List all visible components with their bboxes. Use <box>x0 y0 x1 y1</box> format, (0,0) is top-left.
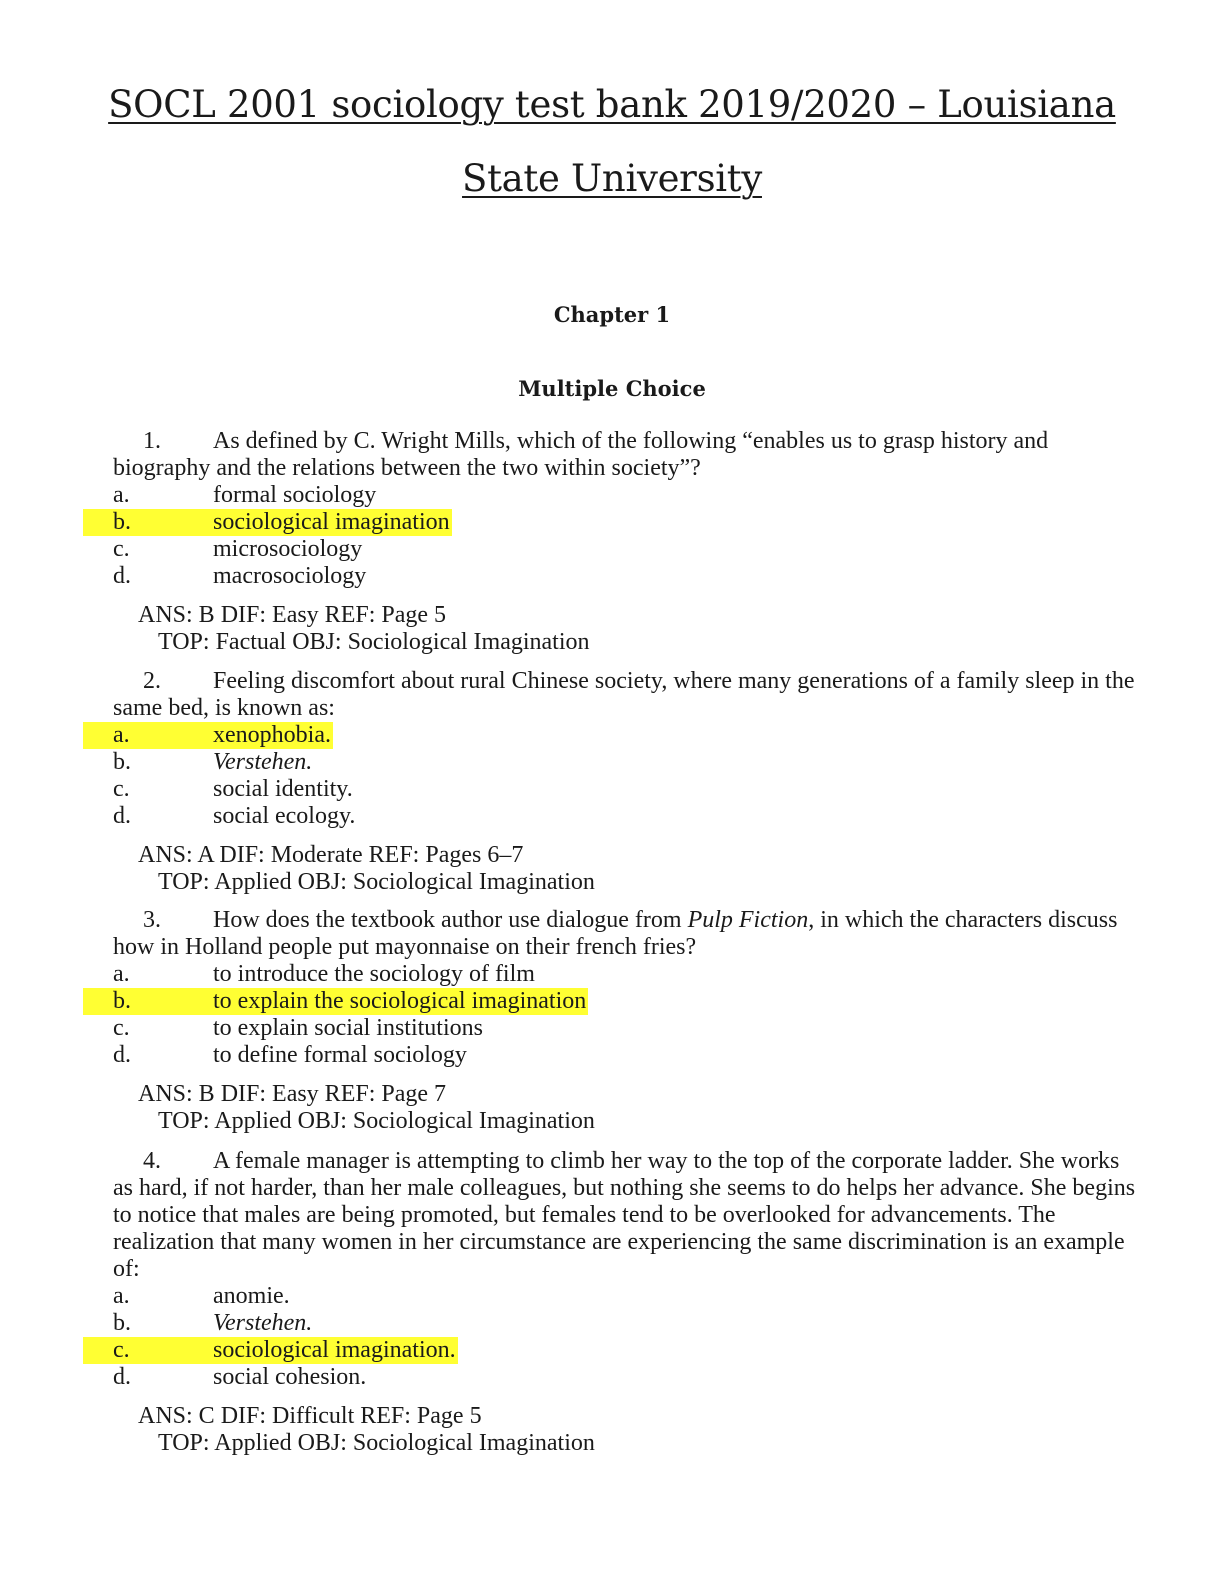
question-stem <box>113 907 1143 961</box>
answer-key-line: ANS: B DIF: Easy REF: Page 7 <box>138 1081 447 1107</box>
option-letter: d. <box>113 1364 131 1390</box>
question-text-continued: , in which the characters discuss how in Holland people put mayonnaise on their french fries? <box>113 907 1118 960</box>
answer-options <box>113 1283 1143 1391</box>
option-text: to explain the sociological imagination <box>213 988 587 1014</box>
answer-option <box>113 509 1143 536</box>
question-text: As defined by C. Wright Mills, which of the following “enables us to grasp history and biography and the relations between the two within society”? <box>113 428 1049 481</box>
answer-option <box>113 536 1143 563</box>
question-number: 1. <box>143 428 161 454</box>
option-letter: d. <box>113 1042 131 1068</box>
question-stem <box>113 668 1143 722</box>
option-text: sociological imagination <box>213 509 450 535</box>
answer-option <box>113 749 1143 776</box>
option-letter: a. <box>113 1283 130 1309</box>
answer-option <box>113 776 1143 803</box>
question-stem <box>113 1148 1143 1283</box>
option-letter: a. <box>113 722 130 748</box>
answer-metadata <box>113 842 1143 896</box>
answer-option <box>113 1283 1143 1310</box>
answer-key-line: ANS: B DIF: Easy REF: Page 5 <box>138 602 447 628</box>
question-3 <box>113 907 1143 1135</box>
option-letter: d. <box>113 563 131 589</box>
answer-key-line: ANS: A DIF: Moderate REF: Pages 6–7 <box>138 842 524 868</box>
answer-option <box>113 1337 1143 1364</box>
question-2 <box>113 668 1143 896</box>
option-text: social cohesion. <box>213 1364 367 1390</box>
question-text: How does the textbook author use dialogue from <box>213 907 688 933</box>
option-text: anomie. <box>213 1283 290 1309</box>
answer-options <box>113 482 1143 590</box>
answer-key-line: ANS: C DIF: Difficult REF: Page 5 <box>138 1403 482 1429</box>
question-number: 2. <box>143 668 161 694</box>
answer-option <box>113 803 1143 830</box>
answer-metadata <box>113 1081 1143 1135</box>
option-letter: a. <box>113 961 130 987</box>
question-text: Feeling discomfort about rural Chinese society, where many generations of a family sleep in the same bed, is known as: <box>113 668 1135 721</box>
answer-metadata <box>113 1403 1143 1457</box>
option-letter: c. <box>113 1015 130 1041</box>
section-heading: Multiple Choice <box>518 376 706 401</box>
answer-option <box>113 1042 1143 1069</box>
option-letter: a. <box>113 482 130 508</box>
topic-objective-line: TOP: Applied OBJ: Sociological Imagination <box>158 869 595 895</box>
answer-option <box>113 563 1143 590</box>
document-title <box>70 68 1154 216</box>
option-text: to introduce the sociology of film <box>213 961 535 987</box>
answer-option <box>113 988 1143 1015</box>
option-text: xenophobia. <box>213 722 331 748</box>
answer-option <box>113 961 1143 988</box>
question-text: A female manager is attempting to climb her way to the top of the corporate ladder. She works as hard, if not harder, than her male colleagues, but nothing she seems to do helps her advance. She begins to notice that males are being promoted, but females tend to be overlooked for advancements. The realization that many women in her circumstance are experiencing the same discrimination is an example of: <box>113 1148 1136 1282</box>
answer-option <box>113 722 1143 749</box>
answer-metadata <box>113 602 1143 656</box>
option-text: Verstehen. <box>213 1310 313 1336</box>
option-text: sociological imagination. <box>213 1337 456 1363</box>
option-letter: c. <box>113 776 130 802</box>
question-1 <box>113 428 1143 656</box>
answer-option <box>113 1310 1143 1337</box>
film-title: Pulp Fiction <box>687 907 809 933</box>
option-letter: c. <box>113 1337 130 1363</box>
chapter-heading: Chapter 1 <box>553 302 671 327</box>
question-stem <box>113 428 1143 482</box>
answer-option <box>113 1364 1143 1391</box>
topic-objective-line: TOP: Applied OBJ: Sociological Imagination <box>158 1108 595 1134</box>
option-letter: b. <box>113 509 131 535</box>
option-text: Verstehen. <box>213 749 313 775</box>
option-letter: d. <box>113 803 131 829</box>
answer-option <box>113 482 1143 509</box>
question-number: 3. <box>143 907 161 933</box>
answer-option <box>113 1015 1143 1042</box>
option-text: to define formal sociology <box>213 1042 467 1068</box>
option-letter: b. <box>113 1310 131 1336</box>
option-letter: b. <box>113 749 131 775</box>
option-text: formal sociology <box>213 482 377 508</box>
answer-options <box>113 961 1143 1069</box>
option-text: to explain social institutions <box>213 1015 483 1041</box>
document-title-line2: State University <box>462 157 762 200</box>
option-letter: b. <box>113 988 131 1014</box>
option-text: macrosociology <box>213 563 367 589</box>
option-text: social ecology. <box>213 803 356 829</box>
question-number: 4. <box>143 1148 161 1174</box>
document-title-line1: SOCL 2001 sociology test bank 2019/2020 – Louisiana <box>108 83 1116 126</box>
option-letter: c. <box>113 536 130 562</box>
question-4 <box>113 1148 1143 1457</box>
answer-options <box>113 722 1143 830</box>
topic-objective-line: TOP: Factual OBJ: Sociological Imagination <box>158 629 590 655</box>
topic-objective-line: TOP: Applied OBJ: Sociological Imagination <box>158 1430 595 1456</box>
option-text: microsociology <box>213 536 363 562</box>
option-text: social identity. <box>213 776 353 802</box>
